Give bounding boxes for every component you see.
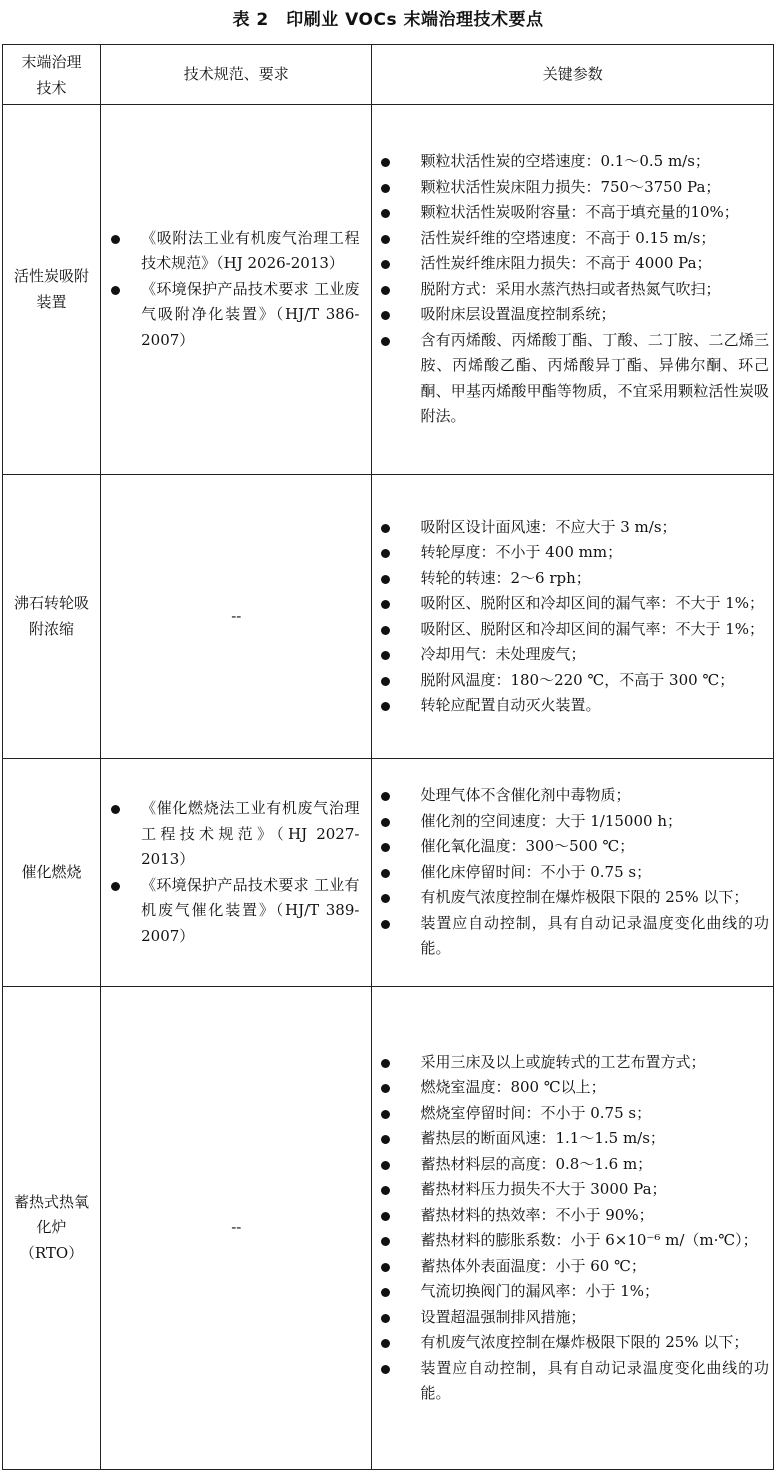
table-row <box>3 987 774 1470</box>
table-row <box>3 475 774 759</box>
param-item: 吸附区设计面风速：不应大于 3 m/s； <box>372 515 769 541</box>
row-standards <box>101 105 372 475</box>
row-params <box>372 105 774 475</box>
param-item: 蓄热材料压力损失不大于 3000 Pa； <box>372 1177 769 1203</box>
row-category: 蓄热式热氧化炉（RTO） <box>3 987 101 1470</box>
param-item: 转轮厚度：不小于 400 mm； <box>372 540 769 566</box>
param-item: 燃烧室温度：800 ℃以上； <box>372 1075 769 1101</box>
row-params <box>372 759 774 987</box>
param-item: 吸附区、脱附区和冷却区间的漏气率：不大于 1%； <box>372 617 769 643</box>
table-row <box>3 105 774 475</box>
param-item: 设置超温强制排风措施； <box>372 1305 769 1331</box>
param-item: 催化床停留时间：不小于 0.75 s； <box>372 860 769 886</box>
row-category: 活性炭吸附装置 <box>3 105 101 475</box>
param-item: 有机废气浓度控制在爆炸极限下限的 25% 以下； <box>372 885 769 911</box>
param-item: 气流切换阀门的漏风率：小于 1%； <box>372 1279 769 1305</box>
param-item: 装置应自动控制，具有自动记录温度变化曲线的功能。 <box>372 911 769 962</box>
param-item: 冷却用气：未处理废气； <box>372 642 769 668</box>
header-standards: 技术规范、要求 <box>101 45 372 105</box>
standard-item: 《环境保护产品技术要求 工业有机废气催化装置》（HJ/T 389-2007） <box>101 873 359 950</box>
param-item: 含有丙烯酸、丙烯酸丁酯、丁酸、二丁胺、二乙烯三胺、丙烯酸乙酯、丙烯酸异丁酯、异佛尔酮、环己酮、甲基丙烯酸甲酯等物质，不宜采用颗粒活性炭吸附法。 <box>372 328 769 430</box>
param-item: 吸附床层设置温度控制系统； <box>372 302 769 328</box>
standard-item: 《催化燃烧法工业有机废气治理工程技术规范》（HJ 2027-2013） <box>101 796 359 873</box>
param-item: 颗粒状活性炭床阻力损失：750～3750 Pa； <box>372 175 769 201</box>
param-item: 装置应自动控制，具有自动记录温度变化曲线的功能。 <box>372 1356 769 1407</box>
row-standards <box>101 759 372 987</box>
param-item: 脱附方式：采用水蒸汽热扫或者热氮气吹扫； <box>372 277 769 303</box>
param-item: 催化氧化温度：300～500 ℃； <box>372 834 769 860</box>
table-header-row <box>3 45 774 105</box>
param-item: 蓄热材料的膨胀系数：小于 6×10⁻⁶ m/（m·℃）； <box>372 1228 769 1254</box>
standard-item: 《吸附法工业有机废气治理工程技术规范》（HJ 2026-2013） <box>101 226 359 277</box>
table-title: 表 2 印刷业 VOCs 末端治理技术要点 <box>232 10 544 30</box>
param-item: 有机废气浓度控制在爆炸极限下限的 25% 以下； <box>372 1330 769 1356</box>
row-params <box>372 475 774 759</box>
param-item: 活性炭纤维床阻力损失：不高于 4000 Pa； <box>372 251 769 277</box>
voc-treatment-table <box>2 44 774 1470</box>
param-item: 蓄热体外表面温度：小于 60 ℃； <box>372 1254 769 1280</box>
param-item: 燃烧室停留时间：不小于 0.75 s； <box>372 1101 769 1127</box>
param-item: 活性炭纤维的空塔速度：不高于 0.15 m/s； <box>372 226 769 252</box>
row-category: 沸石转轮吸附浓缩 <box>3 475 101 759</box>
param-item: 颗粒状活性炭的空塔速度：0.1～0.5 m/s； <box>372 149 769 175</box>
param-item: 处理气体不含催化剂中毒物质； <box>372 783 769 809</box>
param-item: 转轮的转速：2～6 rph； <box>372 566 769 592</box>
row-category: 催化燃烧 <box>3 759 101 987</box>
standard-item: 《环境保护产品技术要求 工业废气吸附净化装置》（HJ/T 386-2007） <box>101 277 359 354</box>
row-standards-empty: -- <box>101 987 372 1470</box>
param-item: 蓄热层的断面风速：1.1～1.5 m/s； <box>372 1126 769 1152</box>
header-parameters: 关键参数 <box>372 45 774 105</box>
table-row <box>3 759 774 987</box>
param-item: 采用三床及以上或旋转式的工艺布置方式； <box>372 1050 769 1076</box>
row-params <box>372 987 774 1470</box>
param-item: 脱附风温度：180～220 ℃，不高于 300 ℃； <box>372 668 769 694</box>
param-item: 催化剂的空间速度：大于 1/15000 h； <box>372 809 769 835</box>
param-item: 颗粒状活性炭吸附容量：不高于填充量的10%； <box>372 200 769 226</box>
param-item: 蓄热材料的热效率：不小于 90%； <box>372 1203 769 1229</box>
param-item: 吸附区、脱附区和冷却区间的漏气率：不大于 1%； <box>372 591 769 617</box>
row-standards-empty: -- <box>101 475 372 759</box>
param-item: 蓄热材料层的高度：0.8～1.6 m； <box>372 1152 769 1178</box>
param-item: 转轮应配置自动灭火装置。 <box>372 693 769 719</box>
header-technology: 末端治理技术 <box>3 45 101 105</box>
